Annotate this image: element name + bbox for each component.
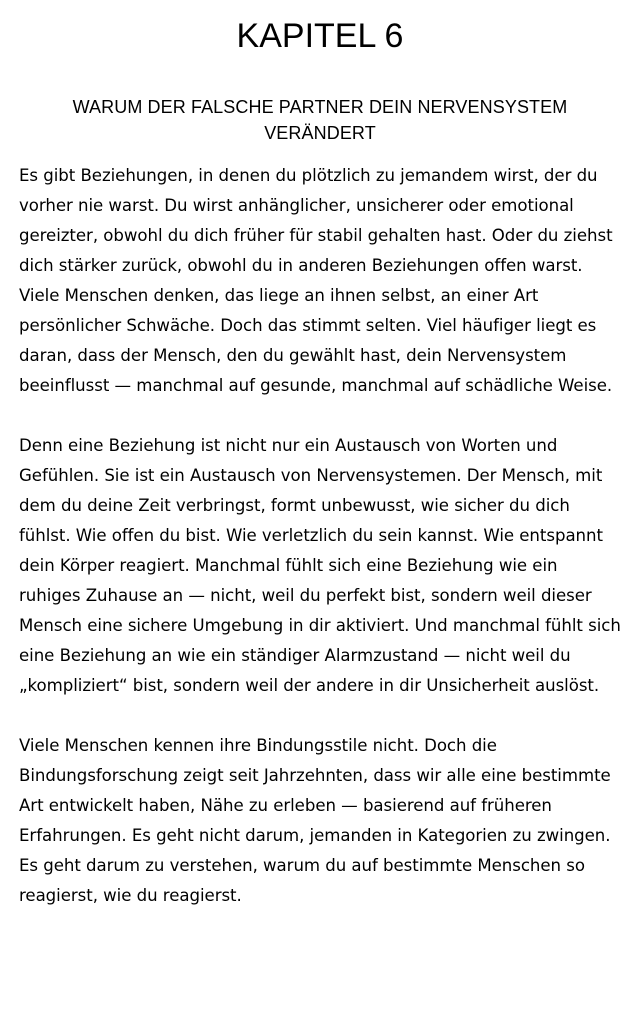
chapter-body [19,161,622,941]
paragraph-1: Es gibt Beziehungen, in denen du plötzlich zu jemandem wirst, der du vorher nie warst. Du wirst anhänglicher, unsicherer oder emotional gereizter, obwohl du dich früher für stabil gehalten hast. Oder du ziehst dich stärker zurück, obwohl du in anderen Beziehungen offen warst. Viele Menschen denken, das liege an ihnen selbst, an einer Art persönlicher Schwäche. Doch das stimmt selten. Viel häufiger liegt es daran, dass der Mensch, den du gewählt hast, dein Nervensystem beeinflusst — manchmal auf gesunde, manchmal auf schädliche Weise. [19,166,613,395]
chapter-subtitle: WARUM DER FALSCHE PARTNER DEIN NERVENSYSTEM VERÄNDERT [72,97,568,143]
chapter-title: KAPITEL 6 [236,17,404,55]
paragraph-2: Denn eine Beziehung ist nicht nur ein Austausch von Worten und Gefühlen. Sie ist ein Austausch von Nervensystemen. Der Mensch, mit dem du deine Zeit verbringst, formt unbewusst, wie sicher du dich fühlst. Wie offen du bist. Wie verletzlich du sein kannst. Wie entspannt dein Körper reagiert. Manchmal fühlt sich eine Beziehung wie ein ruhiges Zuhause an — nicht, weil du perfekt bist, sondern weil dieser Mensch eine sichere Umgebung in dir aktiviert. Und manchmal fühlt sich eine Beziehung an wie ein ständiger Alarmzustand — nicht weil du „kompliziert“ bist, sondern weil der andere in dir Unsicherheit auslöst. [19,436,621,695]
paragraph-3: Viele Menschen kennen ihre Bindungsstile nicht. Doch die Bindungsforschung zeigt seit Jahrzehnten, dass wir alle eine bestimmte Art entwickelt haben, Nähe zu erleben — basierend auf früheren Erfahrungen. Es geht nicht darum, jemanden in Kategorien zu zwingen. Es geht darum zu verstehen, warum du auf bestimmte Menschen so reagierst, wie du reagierst. [19,736,611,905]
